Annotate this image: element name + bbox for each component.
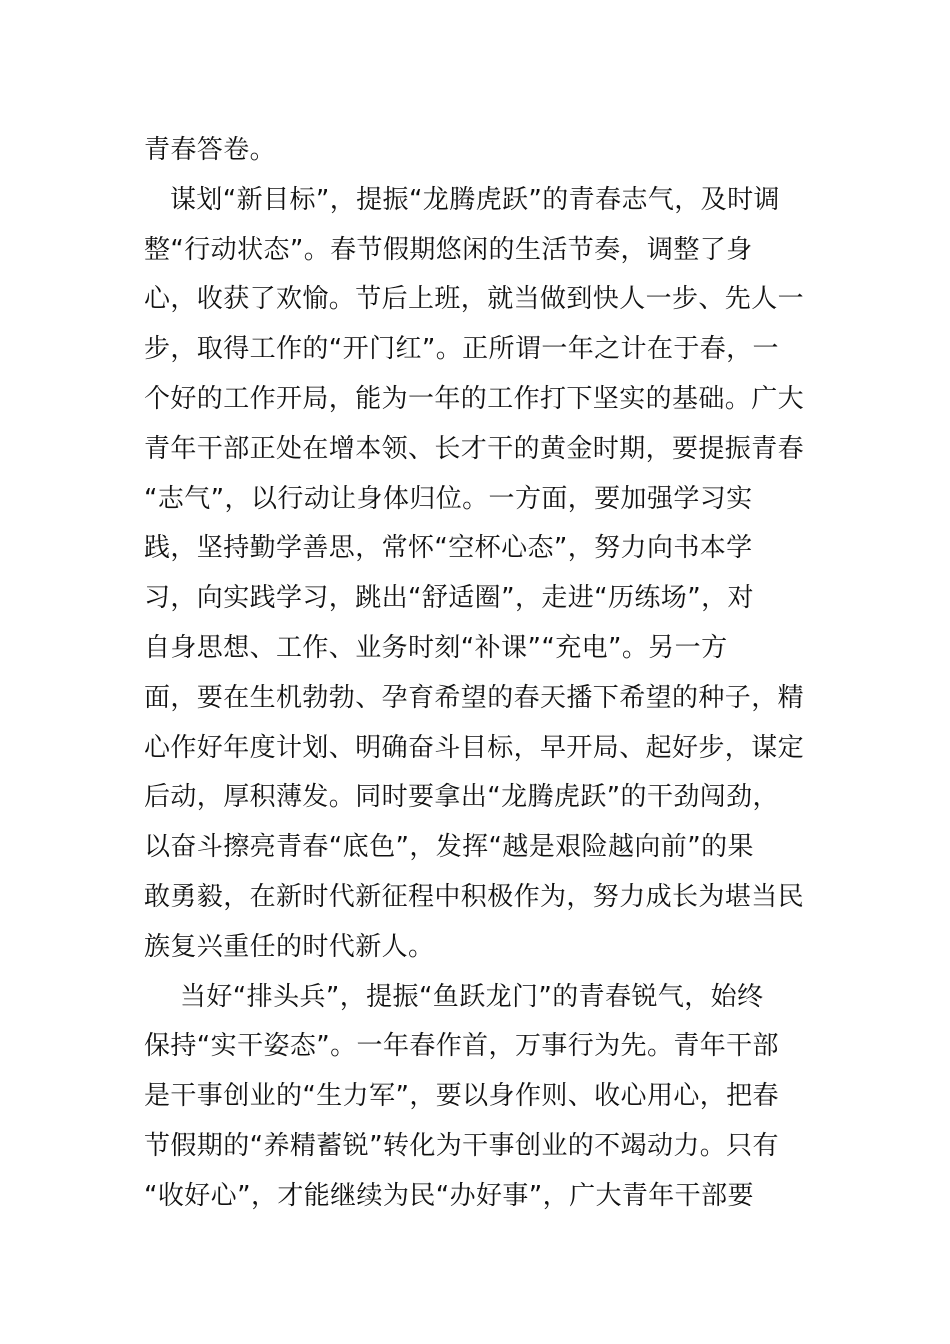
paragraph-start-line: 当好“排头兵”，提振“鱼跃龙门”的青春锐气，始终 — [180, 981, 764, 1012]
text-line: “志气”，以行动让身体归位。一方面，要加强学习实 — [144, 483, 753, 514]
text-line: 步，取得工作的“开门红”。正所谓一年之计在于春，一 — [144, 334, 779, 365]
body-text — [144, 126, 808, 1222]
text-line: 自身思想、工作、业务时刻“补课”“充电”。另一方 — [144, 632, 728, 663]
text-line: 面，要在生机勃勃、孕育希望的春天播下希望的种子，精 — [144, 682, 805, 713]
text-line: 践，坚持勤学善思，常怀“空杯心态”，努力向书本学 — [144, 533, 753, 564]
text-line: 个好的工作开局，能为一年的工作打下坚实的基础。广大 — [144, 383, 805, 414]
text-line: 保持“实干姿态”。一年春作首，万事行为先。青年干部 — [144, 1031, 779, 1062]
text-line: 青春答卷。 — [144, 135, 277, 165]
text-line: 整“行动状态”。春节假期悠闲的生活节奏，调整了身 — [144, 234, 753, 265]
paragraph-start-line: 谋划“新目标”，提振“龙腾虎跃”的青春志气，及时调 — [170, 184, 780, 215]
text-line: 后动，厚积薄发。同时要拿出“龙腾虎跃”的干劲闯劲， — [144, 782, 779, 813]
text-line: 是干事创业的“生力军”，要以身作则、收心用心，把春 — [144, 1081, 779, 1112]
text-line: 青年干部正处在增本领、长才干的黄金时期，要提振青春 — [144, 433, 805, 464]
text-line: 以奋斗擦亮青春“底色”，发挥“越是艰险越向前”的果 — [144, 832, 754, 863]
text-line: 族复兴重任的时代新人。 — [144, 931, 435, 962]
text-line: 习，向实践学习，跳出“舒适圈”，走进“历练场”，对 — [144, 583, 754, 614]
text-line: “收好心”，才能继续为民“办好事”，广大青年干部要 — [144, 1180, 754, 1211]
text-line: 节假期的“养精蓄锐”转化为干事创业的不竭动力。只有 — [144, 1130, 779, 1161]
text-line: 心，收获了欢愉。节后上班，就当做到快人一步、先人一 — [144, 284, 805, 315]
text-line: 敢勇毅，在新时代新征程中积极作为，努力成长为堪当民 — [144, 881, 805, 912]
text-line: 心作好年度计划、明确奋斗目标，早开局、起好步，谋定 — [144, 732, 805, 763]
